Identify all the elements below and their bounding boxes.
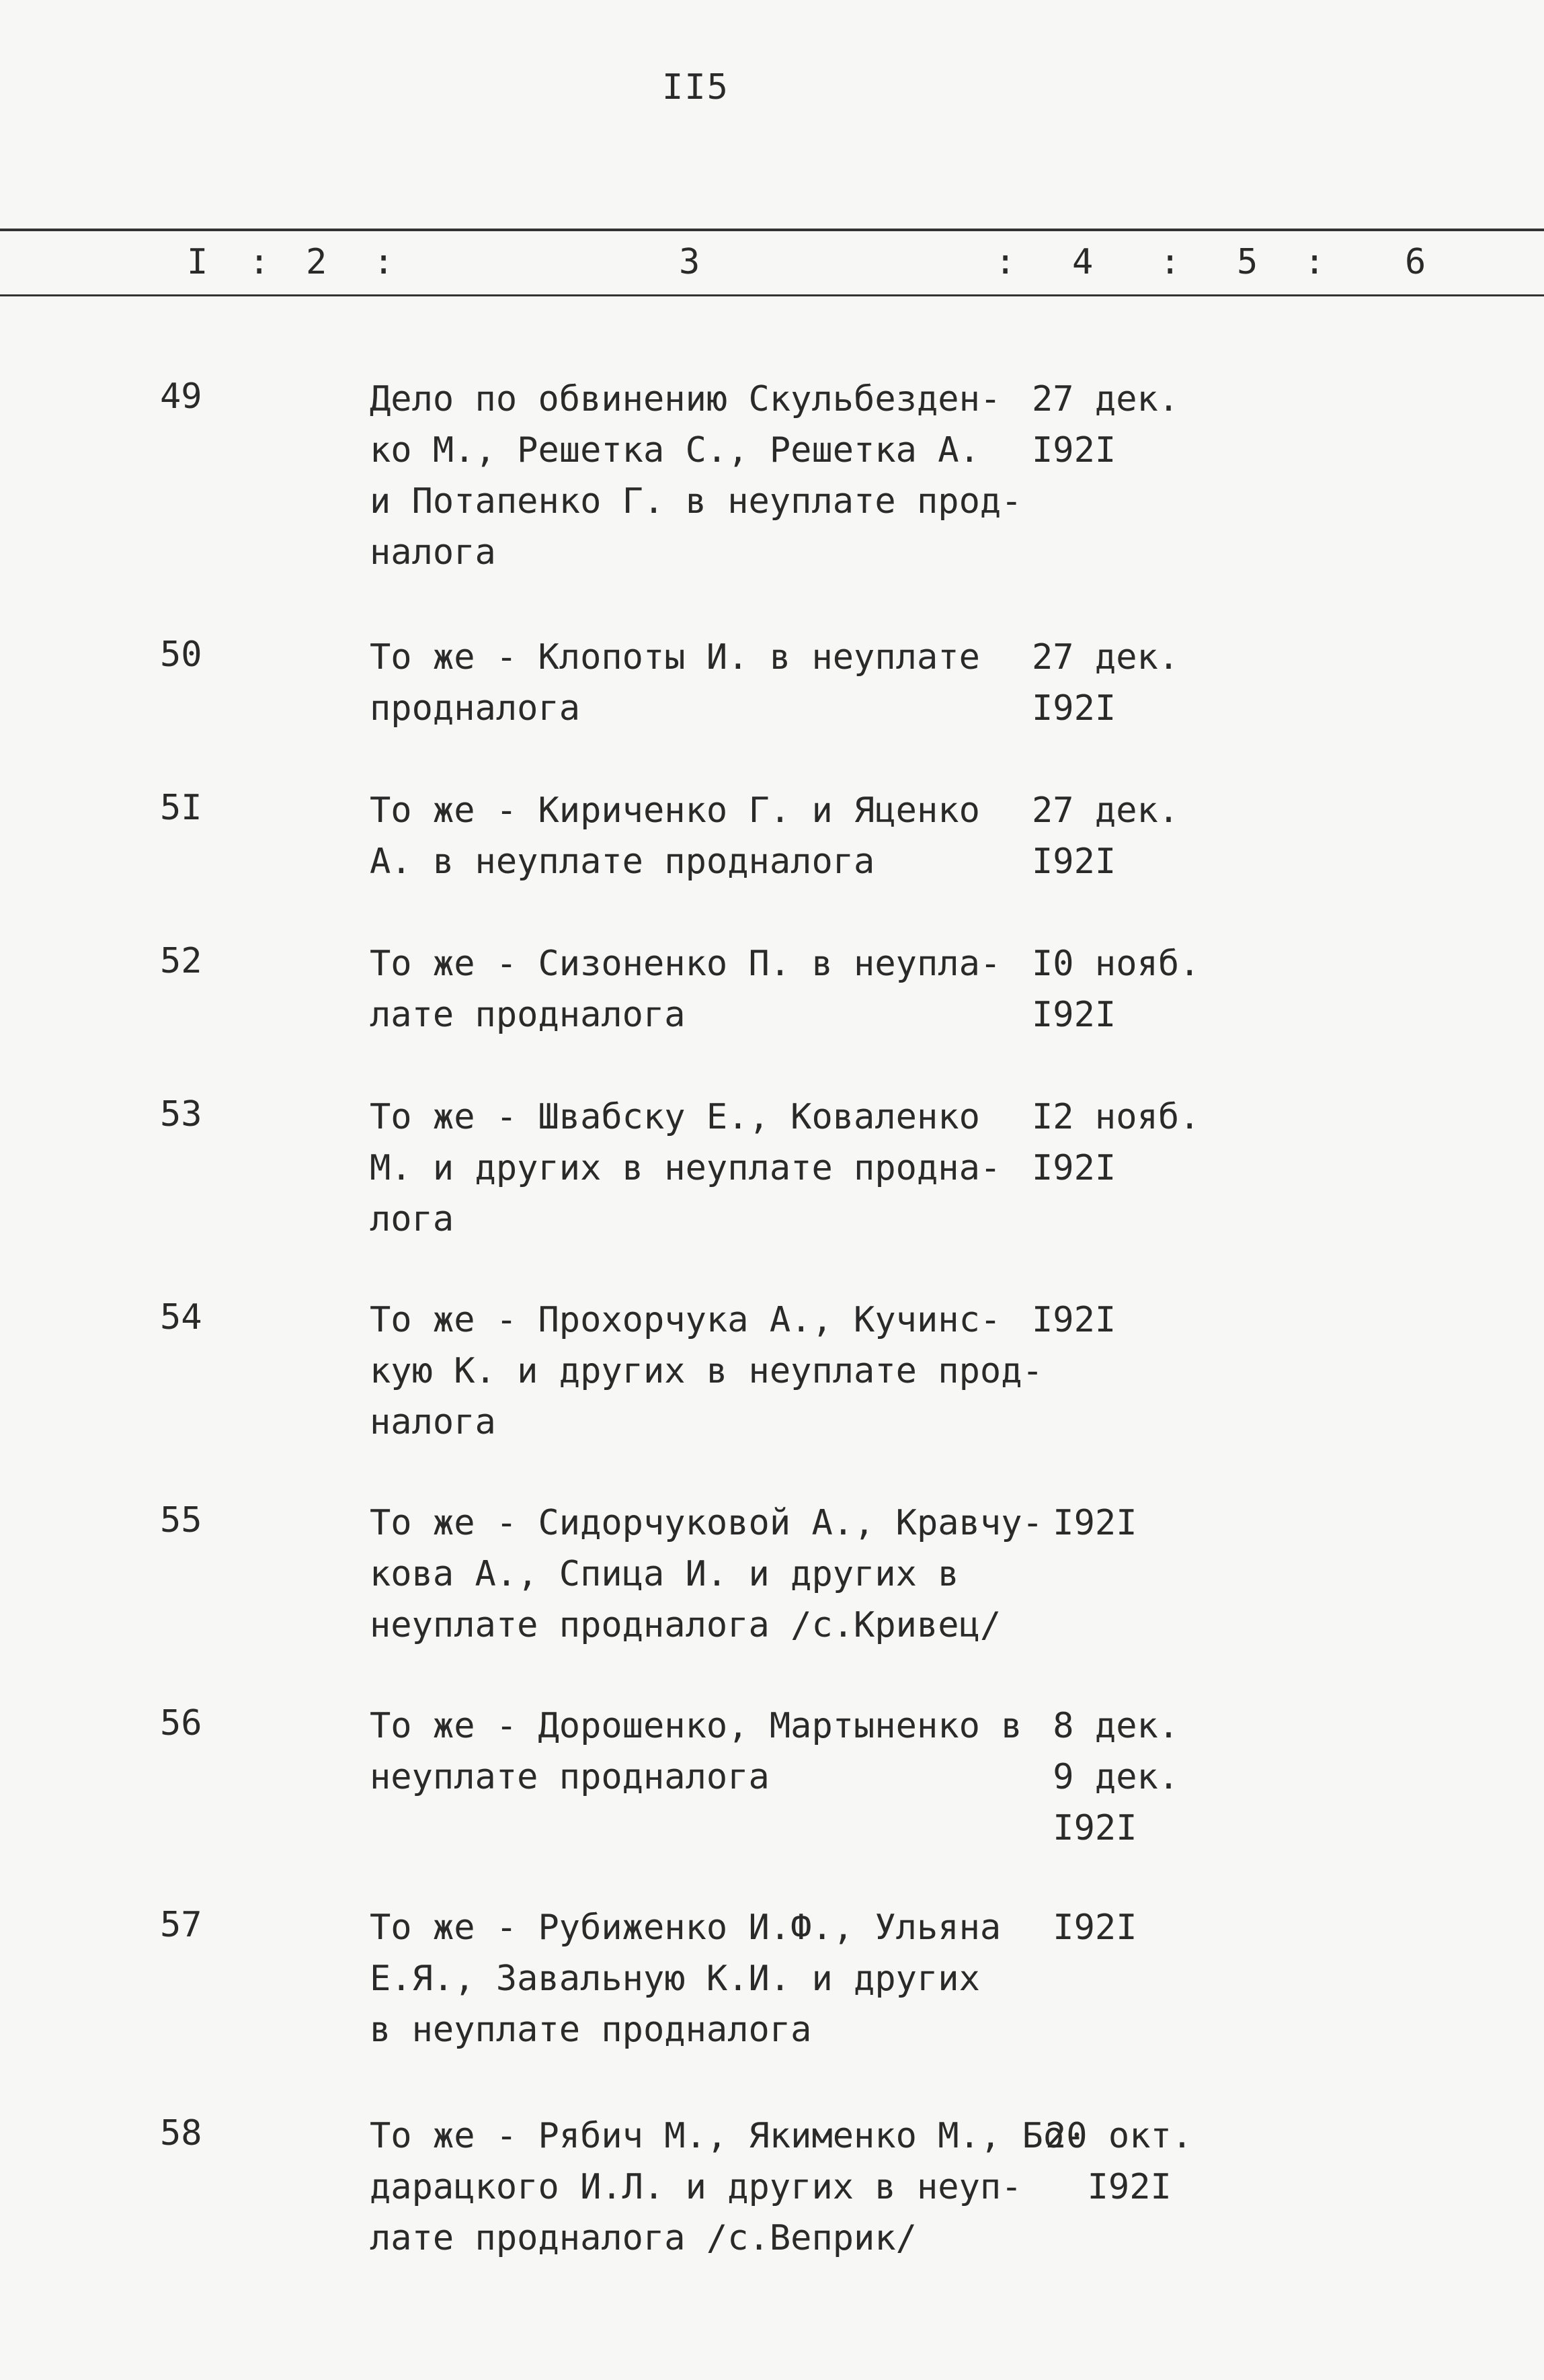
row-date (1032, 1497, 1247, 1549)
description-line: А. в неуплате продналога (370, 842, 875, 882)
date-line: 27 дек. (1032, 379, 1180, 419)
row-number: 54 (160, 1297, 202, 1338)
row-description (370, 1295, 1043, 1448)
row-number: 5I (160, 788, 202, 828)
description-line: Е.Я., Завальную К.И. и других (370, 1959, 980, 1999)
date-line: I92I (1032, 1148, 1116, 1188)
row-description (370, 632, 1028, 734)
date-line: I92I (1032, 995, 1116, 1035)
description-line: ко М., Решетка С., Решетка А. (370, 430, 980, 470)
date-line: I0 нояб. (1032, 944, 1201, 984)
row-number: 50 (160, 634, 202, 675)
description-line: в неуплате продналога (370, 2010, 812, 2050)
column-separator: : (1160, 242, 1181, 282)
description-line: лате продналога (370, 995, 686, 1035)
row-date (1032, 1700, 1247, 1854)
description-line: неуплате продналога /с.Кривец/ (370, 1605, 1002, 1645)
row-number: 55 (160, 1500, 202, 1541)
row-description (370, 1700, 1028, 1803)
date-line: I92I (1032, 430, 1116, 470)
row-date (1032, 1092, 1247, 1194)
description-line: лога (370, 1199, 454, 1239)
description-line: То же - Клопоты И. в неуплате (370, 637, 980, 678)
column-separator: : (373, 242, 395, 282)
description-line: Дело по обвинению Скульбезден- (370, 379, 1002, 419)
column-separator: : (1304, 242, 1326, 282)
row-number: 58 (160, 2113, 202, 2153)
description-line: лате продналога /с.Веприк/ (370, 2218, 917, 2258)
description-line: То же - Прохорчука А., Кучинс- (370, 1300, 1002, 1340)
description-line: То же - Дорошенко, Мартыненко в (370, 1706, 1022, 1746)
column-separator: : (995, 242, 1016, 282)
row-number: 49 (160, 376, 202, 417)
description-line: налога (370, 1402, 496, 1442)
row-number: 57 (160, 1905, 202, 1945)
date-line: I92I (1032, 1907, 1137, 1948)
row-date (1045, 2110, 1260, 2213)
description-line: То же - Швабску Е., Коваленко (370, 1097, 980, 1137)
column-separator: : (249, 242, 270, 282)
column-header-2: 2 (306, 242, 327, 282)
description-line: То же - Рябич М., Якименко М., Бо- (370, 2116, 1086, 2156)
row-date (1032, 1295, 1247, 1346)
date-line: 8 дек. (1032, 1706, 1180, 1746)
description-line: То же - Рубиженко И.Ф., Ульяна (370, 1907, 1002, 1948)
description-line: То же - Сизоненко П. в неупла- (370, 944, 1002, 984)
page-number: II5 (662, 67, 729, 108)
date-line: I92I (1045, 2167, 1172, 2207)
date-line: I92I (1032, 842, 1116, 882)
column-header-4: 4 (1072, 242, 1094, 282)
column-header-3: 3 (679, 242, 700, 282)
description-line: То же - Кириченко Г. и Яценко (370, 790, 980, 831)
date-line: I92I (1032, 1808, 1137, 1848)
row-number: 52 (160, 941, 202, 981)
row-date (1032, 938, 1247, 1040)
date-line: 20 окт. (1045, 2116, 1193, 2156)
description-line: и Потапенко Г. в неуплате прод- (370, 481, 1022, 522)
row-date (1032, 785, 1247, 887)
column-header-5: 5 (1237, 242, 1258, 282)
description-line: кую К. и других в неуплате прод- (370, 1351, 1043, 1391)
description-line: М. и других в неуплате продна- (370, 1148, 1002, 1188)
date-line: I92I (1032, 688, 1116, 729)
description-line: То же - Сидорчуковой А., Кравчу- (370, 1503, 1043, 1543)
date-line: I92I (1032, 1300, 1116, 1340)
date-line: 27 дек. (1032, 790, 1180, 831)
row-number: 56 (160, 1703, 202, 1743)
date-line: 27 дек. (1032, 637, 1180, 678)
description-line: неуплате продналога (370, 1757, 770, 1797)
row-description (370, 1497, 1043, 1651)
description-line: кова А., Спица И. и других в (370, 1554, 959, 1594)
table-header-top-rule (0, 229, 1544, 231)
row-date (1032, 374, 1247, 476)
row-date (1032, 1902, 1247, 1953)
row-description (370, 785, 1028, 887)
row-description (370, 1092, 1028, 1245)
row-description (370, 374, 1028, 578)
row-description (370, 938, 1028, 1040)
row-description (370, 1902, 1028, 2055)
description-line: продналога (370, 688, 581, 729)
table-header-bottom-rule (0, 294, 1544, 296)
date-line: I92I (1032, 1503, 1137, 1543)
row-number: 53 (160, 1094, 202, 1135)
date-line: 9 дек. (1032, 1757, 1180, 1797)
date-line: I2 нояб. (1032, 1097, 1201, 1137)
description-line: дарацкого И.Л. и других в неуп- (370, 2167, 1022, 2207)
row-date (1032, 632, 1247, 734)
row-description (370, 2110, 1086, 2264)
column-header-1: I (187, 242, 208, 282)
description-line: налога (370, 532, 496, 573)
column-header-6: 6 (1405, 242, 1426, 282)
